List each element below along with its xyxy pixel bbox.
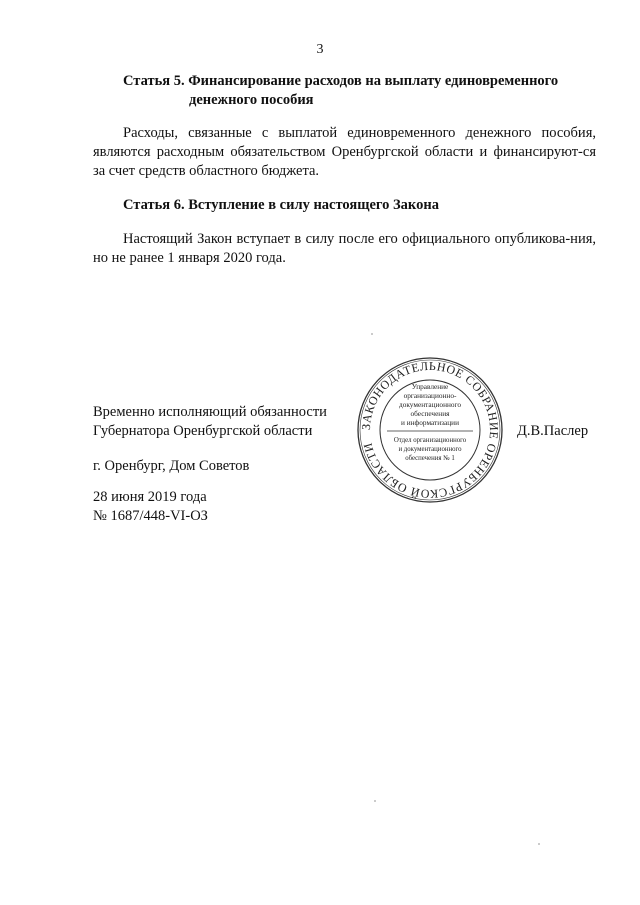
article-5-paragraph bbox=[93, 124, 596, 181]
law-date-number bbox=[93, 488, 208, 526]
article-5-body: Расходы, связанные с выплатой единовременного денежного пособия, являются расходным обязательством Оренбургской области и финансируют-ся за счет средств областного бюджета. bbox=[93, 125, 596, 179]
article-5-title bbox=[123, 72, 603, 110]
signatory-name: Д.В.Паслер bbox=[517, 423, 589, 439]
article-5-title-line1: Статья 5. Финансирование расходов на выплату единовременного bbox=[123, 73, 559, 89]
scan-speck bbox=[538, 843, 540, 845]
page-number: 3 bbox=[316, 42, 324, 57]
signatory-position bbox=[93, 403, 327, 441]
signatory-position-line1: Временно исполняющий обязанности bbox=[93, 404, 327, 420]
signatory-position-line2: Губернатора Оренбургской области bbox=[93, 423, 313, 439]
article-6-title: Статья 6. Вступление в силу настоящего Закона bbox=[123, 197, 439, 213]
seal-line-4: обеспечения bbox=[410, 409, 450, 418]
law-date: 28 июня 2019 года bbox=[93, 489, 207, 505]
seal-line-8: обеспечения № 1 bbox=[405, 455, 455, 462]
article-6-paragraph bbox=[93, 230, 596, 268]
seal-line-6: Отдел организационного bbox=[393, 437, 467, 444]
article-5-title-line2: денежного пособия bbox=[189, 92, 314, 108]
law-number: № 1687/448-VI-ОЗ bbox=[93, 508, 208, 524]
seal-ring-text: ЗАКОНОДАТЕЛЬНОЕ СОБРАНИЕ ОРЕНБУРГСКОЙ ОБЛАСТИ bbox=[358, 358, 502, 502]
signing-place: г. Оренбург, Дом Советов bbox=[93, 458, 250, 474]
official-seal bbox=[355, 355, 505, 505]
article-6-body: Настоящий Закон вступает в силу после его официального опубликова-ния, но не ранее 1 января 2020 года. bbox=[93, 231, 596, 266]
scan-speck bbox=[374, 800, 376, 802]
seal-line-2: организационно- bbox=[403, 391, 457, 400]
seal-line-5: и информатизации bbox=[400, 418, 460, 427]
seal-line-3: документационного bbox=[398, 400, 462, 409]
seal-line-1: Управление bbox=[411, 382, 449, 391]
seal-line-7: и документационного bbox=[398, 446, 462, 453]
scan-speck bbox=[371, 333, 373, 335]
